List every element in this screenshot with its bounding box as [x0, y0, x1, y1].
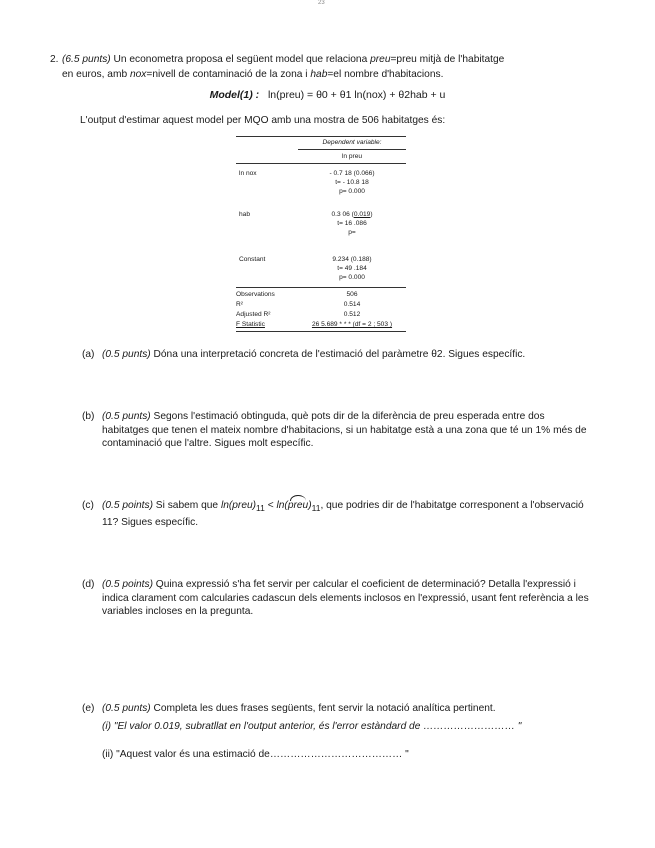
intro-text: =el nombre d'habitacions.	[327, 69, 444, 80]
part-c	[82, 499, 592, 529]
part-points: (0.5 points)	[102, 500, 153, 511]
coef-constant: 9.234 (0.188)	[332, 256, 372, 263]
stat-label: R²	[236, 301, 243, 308]
p-hab: p=	[348, 229, 356, 236]
question-number: 2.	[50, 54, 59, 65]
stat-value: 0.512	[343, 311, 361, 318]
part-label: (b)	[82, 411, 95, 422]
coef-hab-value: 0.3 06 (	[331, 211, 354, 218]
table-top-rule	[236, 136, 406, 137]
expr-subscript: 11	[256, 503, 265, 514]
sub-item-i: (i) "El valor 0.019, subratllat en l'output anterior, és l'error estàndard de ……………………… "	[102, 721, 522, 732]
stat-value: 26 5.689 * * * (df = 2 ; 503 )	[311, 321, 393, 328]
question-intro	[50, 52, 592, 82]
table-stats-rule	[236, 287, 406, 288]
part-label: (d)	[82, 579, 95, 590]
model-formula: ln(preu) = θ0 + θ1 ln(nox) + θ2hab + u	[267, 89, 446, 101]
dependent-var: ln preu	[341, 153, 363, 160]
stat-value: 506	[346, 291, 358, 298]
t-constant: t= 49 .184	[337, 265, 367, 272]
model-equation	[0, 89, 655, 101]
t-lnnox: t= - 10.8 18	[335, 179, 369, 186]
intro-text: Un econometra proposa el següent model que relaciona	[110, 54, 371, 65]
part-points: (0.5 punts)	[102, 411, 151, 422]
table-bottom-rule	[236, 331, 406, 332]
part-text: Quina expressió s'ha fet servir per calcular el coeficient de determinació? Detalla l'expressió i indica clarament com calcularies cadascun dels elements inclosos en l'expressió, usant fent referència a les variables incloses en la pregunta.	[102, 579, 589, 617]
coef-hab	[298, 210, 406, 219]
stat-label: Observations	[236, 291, 275, 298]
p-lnnox: p= 0.000	[339, 188, 365, 195]
part-a	[82, 348, 592, 362]
part-points: (0.5 points)	[102, 579, 153, 590]
output-intro: L'output d'estimar aquest model per MQO amb una mostra de 506 habitatges és:	[80, 115, 446, 126]
dependent-header: Dependent variable:	[322, 139, 382, 146]
coef-lnnox: - 0.7 18 (0.066)	[329, 170, 375, 177]
part-label: (a)	[82, 349, 95, 360]
part-text: Si sabem que	[152, 500, 221, 511]
intro-text: =preu mitjà de l'habitatge	[390, 54, 505, 65]
question-points: (6.5 punts)	[62, 54, 111, 65]
expr-ln-open: ln(	[276, 500, 288, 511]
expr-subscript: 11	[311, 503, 321, 514]
coef-hab-se: 0.019	[353, 211, 371, 218]
row-var-hab: hab	[239, 211, 251, 218]
part-points: (0.5 punts)	[102, 703, 151, 714]
part-text: , que podries dir de l'habitatge corresponent a l'observació 11? Sigues específic.	[102, 500, 584, 528]
expr-preu-hat: preu	[287, 500, 309, 511]
page-number: 23	[318, 0, 325, 6]
stat-label: F Statistic	[236, 321, 265, 328]
part-text: Segons l'estimació obtinguda, què pots dir de la diferència de preu esperada entre dos habitatges que tenen el mateix nombre d'habitacions, si un habitatge està a una zona que té un 1% més de contaminació que l'altre. Sigues molt específic.	[102, 411, 587, 449]
row-var-lnnox: ln nox	[239, 170, 257, 177]
coef-hab-close: )	[370, 211, 373, 218]
table-mid-rule	[236, 163, 406, 164]
part-text: Dóna una interpretació concreta de l'estimació del paràmetre θ2. Sigues específic.	[150, 349, 526, 360]
sub-item-ii: (ii) "Aquest valor és una estimació de………………………………… "	[102, 749, 409, 760]
part-label: (c)	[82, 500, 94, 511]
var-nox: nox	[129, 69, 147, 80]
part-d	[82, 578, 592, 619]
part-points: (0.5 punts)	[102, 349, 151, 360]
intro-text: =nivell de contaminació de la zona i	[146, 69, 311, 80]
part-b	[82, 410, 592, 451]
var-preu: preu	[370, 54, 391, 65]
expr-close: )	[308, 500, 312, 511]
intro-text: en euros, amb	[62, 69, 130, 80]
model-label: Model(1) :	[209, 89, 260, 101]
part-label: (e)	[82, 703, 95, 714]
t-hab: t= 16 .086	[337, 220, 367, 227]
row-var-constant: Constant	[239, 256, 266, 263]
expr-ln-preu: ln(preu)	[220, 500, 257, 511]
table-header-rule	[298, 149, 406, 150]
expr-less-than: <	[264, 500, 277, 511]
stat-value: 0.514	[343, 301, 361, 308]
part-e	[82, 702, 592, 716]
var-hab: hab	[310, 69, 328, 80]
p-constant: p= 0.000	[339, 274, 365, 281]
stat-label: Adjusted R²	[236, 311, 271, 318]
part-text: Completa les dues frases següents, fent servir la notació analítica pertinent.	[150, 703, 496, 714]
